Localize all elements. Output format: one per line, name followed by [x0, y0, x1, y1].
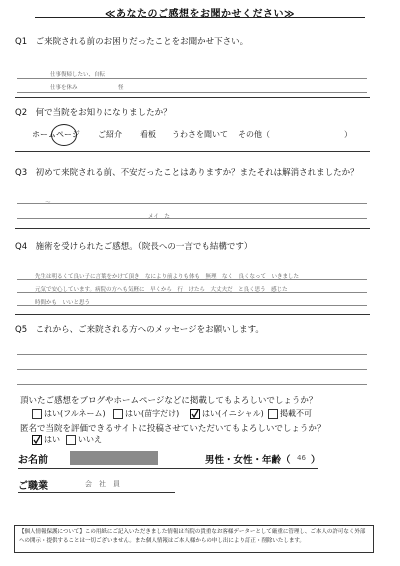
section-divider	[15, 97, 370, 98]
question-1: Q1 ご来院される前のお困りだったことをお聞かせ下さい。	[15, 37, 249, 47]
checkbox-checked[interactable]	[32, 435, 42, 445]
occupation-value: 会 社 員	[85, 480, 120, 488]
title-underline	[35, 17, 365, 18]
name-underline	[18, 468, 318, 469]
age-value: 46	[297, 454, 306, 462]
answer-line	[17, 92, 367, 93]
answer-line	[17, 354, 367, 355]
checkbox[interactable]	[113, 409, 123, 419]
question-5: Q5 これから、ご来院される方へのメッセージをお願いします。	[15, 325, 264, 335]
answer-line	[17, 218, 367, 219]
q1-answer-2: 仕事を休み	[50, 85, 78, 91]
question-2: Q2 何で当院をお知りになりましたか？	[15, 108, 172, 118]
answer-line	[17, 292, 367, 293]
occupation-label: ご職業	[18, 481, 48, 492]
checkbox[interactable]	[268, 409, 278, 419]
review-option-no[interactable]: いいえ	[66, 434, 102, 445]
q4-answer-2: 元気で安心しています。病院の方へも気軽に 早くから 行 けたら 大丈夫だ と良く思う 感じた	[35, 287, 288, 293]
checkbox-checked[interactable]	[190, 409, 200, 419]
q2-option-referral: ご紹介	[98, 130, 122, 139]
q2-option-homepage: ホームページ	[32, 130, 80, 139]
answer-line	[17, 203, 367, 204]
review-option-yes[interactable]: はい	[32, 434, 60, 445]
checkbox[interactable]	[66, 435, 76, 445]
q4-answer-3: 時間かも いいと思う	[35, 300, 91, 306]
gender-age-label: 男性・女性・年齢（	[205, 455, 291, 466]
consent-blog-question: 頂いたご感想をブログやホームページなどに掲載してもよろしいでしょうか？	[20, 396, 318, 406]
check-icon	[33, 436, 41, 444]
section-divider	[15, 151, 370, 152]
blog-option-decline[interactable]: 掲載不可	[268, 408, 312, 419]
q4-answer-1: 先生は明るくて良い子に言葉をかけて頂き なにより前よりも体も 無理 なく 良くなって いきました	[35, 274, 300, 280]
answer-line	[17, 279, 367, 280]
section-divider	[15, 314, 370, 315]
q2-option-other: その他（	[238, 130, 270, 139]
section-divider	[15, 228, 370, 229]
name-label: お名前	[18, 455, 48, 466]
q1-answer-1: 仕事復帰したい、自転	[50, 72, 106, 78]
q2-option-other-close: ）	[344, 130, 352, 139]
privacy-notice: 【個人情報保護について】この用紙にご記入いただきました情報は当院の貴重なお客様データーとして厳重に管理し、ご本人の許可なく外部への開示・提供することは一切ございません。また個人情報はご本人様からの申し出により訂正・削除いたします。	[14, 525, 374, 553]
blog-option-initials[interactable]: はい(イニシャル)	[190, 408, 264, 419]
check-icon	[191, 410, 199, 418]
consent-review-question: 匿名で当院を評価できるサイトに投稿させていただいてもよろしいでしょうか？	[20, 424, 326, 434]
q1-answer-3: 怪	[118, 85, 124, 91]
answer-line	[17, 305, 367, 306]
occupation-underline	[18, 492, 175, 493]
answer-line	[17, 78, 367, 79]
age-close-paren: ）	[311, 455, 321, 466]
name-redaction	[70, 451, 158, 465]
blog-option-surname[interactable]: はい(苗字だけ)	[113, 408, 179, 419]
q2-option-signboard: 看板	[140, 130, 156, 139]
blog-option-fullname[interactable]: はい(フルネーム)	[32, 408, 106, 419]
question-3: Q3 初めて来院される前、不安だったことはありますか？またそれは解消されましたか？	[15, 168, 359, 178]
q2-option-rumor: うわさを聞いて	[172, 130, 228, 139]
answer-line	[17, 384, 367, 385]
q3-answer-2: メイ た	[148, 214, 170, 220]
answer-line	[17, 369, 367, 370]
checkbox[interactable]	[32, 409, 42, 419]
question-4: Q4 施術を受けられたご感想。（院長への一言でも結構です）	[15, 242, 253, 252]
q3-answer-1: 〜	[45, 200, 51, 206]
page-title: ≪あなたのご感想をお聞かせください≫	[105, 9, 295, 20]
